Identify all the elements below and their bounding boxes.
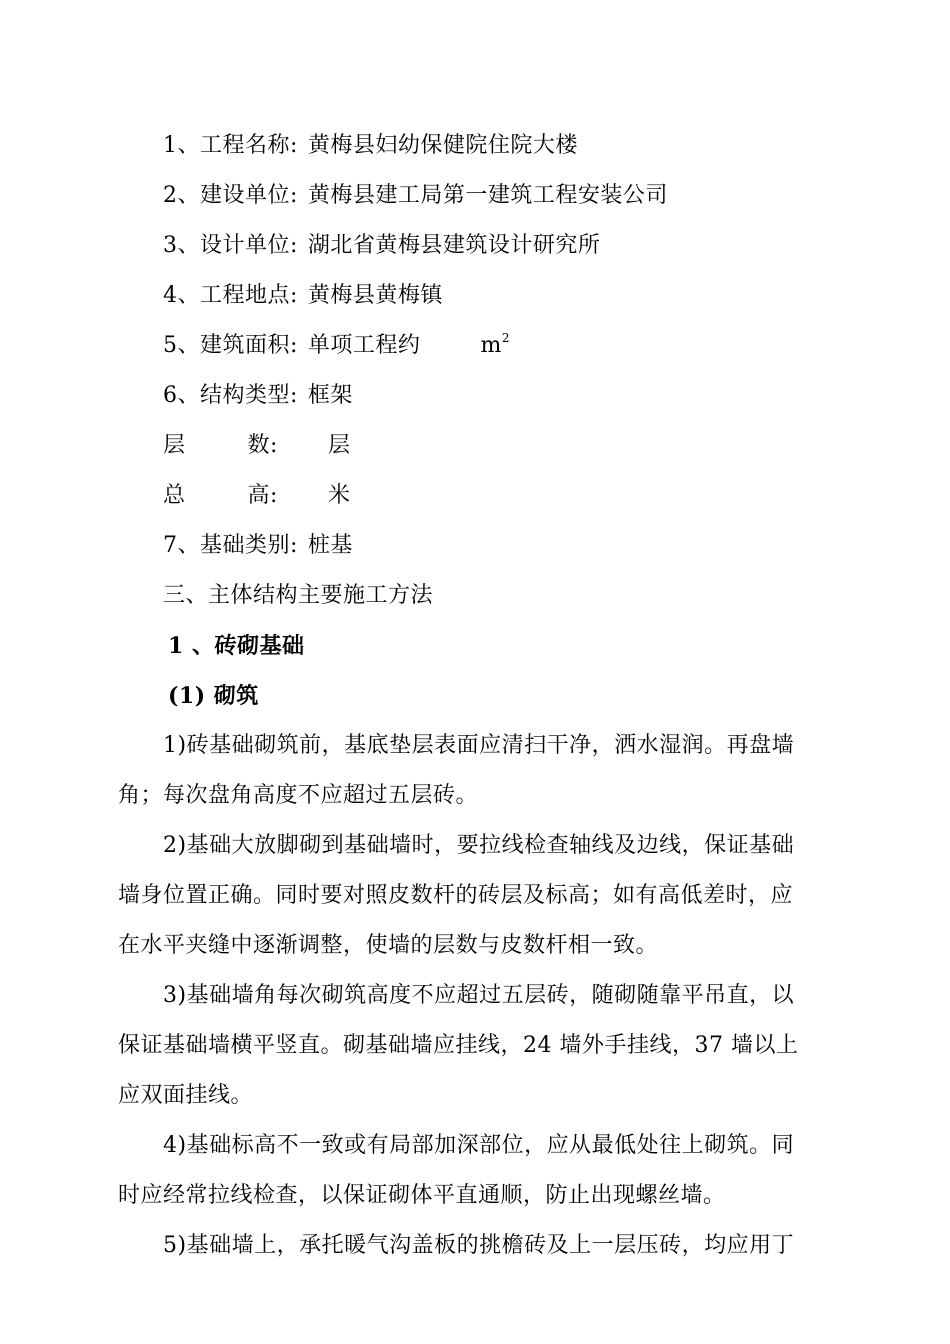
info-item-label: 工程名称:	[200, 133, 298, 158]
paragraph-5-line-1: 5)基础墙上，承托暖气沟盖板的挑檐砖及上一层压砖，均应用丁	[163, 1233, 795, 1258]
paragraph-2-line-1: 2)基础大放脚砌到基础墙时，要拉线检查轴线及边线，保证基础	[163, 833, 795, 858]
info-item-number: 3、	[163, 233, 200, 258]
info-item-label: 基础类别:	[200, 533, 298, 558]
paragraph-2-line-2: 墙身位置正确。同时要对照皮数杆的砖层及标高；如有高低差时，应	[118, 883, 794, 908]
info-item-label: 工程地点:	[200, 283, 298, 308]
info-item-label: 设计单位:	[200, 233, 298, 258]
info-item-value: 框架	[307, 383, 353, 408]
height-label-b: 高:	[247, 483, 278, 508]
info-item-value: 黄梅县建工局第一建筑工程安装公司	[307, 183, 668, 208]
paragraph-4-line-1: 4)基础标高不一致或有局部加深部位，应从最低处往上砌筑。同	[163, 1133, 795, 1158]
info-item-value: 桩基	[307, 533, 353, 558]
paragraph-4-line-2: 时应经常拉线检查，以保证砌体平直通顺，防止出现螺丝墙。	[118, 1183, 726, 1208]
info-item-location	[163, 282, 443, 310]
info-item-builder	[163, 182, 668, 210]
info-item-project-name	[163, 132, 578, 160]
info-item-value: 单项工程约	[307, 333, 421, 358]
info-item-value: 黄梅县妇幼保健院住院大楼	[307, 133, 578, 158]
info-item-area	[163, 332, 510, 360]
info-item-label: 建设单位:	[200, 183, 298, 208]
info-item-number: 4、	[163, 283, 200, 308]
info-item-value: 黄梅县黄梅镇	[307, 283, 443, 308]
info-item-label: 建筑面积:	[200, 333, 298, 358]
info-item-label: 结构类型:	[200, 383, 298, 408]
info-item-number: 6、	[163, 383, 200, 408]
paragraph-2-line-3: 在水平夹缝中逐渐调整，使墙的层数与皮数杆相一致。	[118, 933, 659, 958]
floors-label-a: 层	[163, 433, 186, 458]
info-item-number: 2、	[163, 183, 200, 208]
paragraph-3-line-2: 保证基础墙横平竖直。砌基础墙应挂线，24 墙外手挂线，37 墙以上	[118, 1033, 799, 1058]
subsection-title: 1 、砖砌基础	[168, 633, 305, 659]
info-item-number: 5、	[163, 333, 200, 358]
section-title: 三、主体结构主要施工方法	[163, 583, 434, 608]
info-item-designer	[163, 232, 600, 260]
paragraph-1-line-1: 1)砖基础砌筑前，基底垫层表面应清扫干净，洒水湿润。再盘墙	[163, 733, 795, 758]
area-unit-superscript: 2	[501, 331, 510, 345]
floors-value: 层	[327, 433, 351, 458]
subsubsection-title: (1) 砌筑	[168, 683, 259, 709]
height-label-a: 总	[163, 483, 186, 508]
info-item-value: 湖北省黄梅县建筑设计研究所	[307, 233, 601, 258]
info-item-foundation	[163, 532, 353, 560]
info-item-floors	[163, 432, 350, 460]
paragraph-1-line-2: 角；每次盘角高度不应超过五层砖。	[118, 783, 479, 808]
height-value: 米	[327, 483, 351, 508]
paragraph-3-line-3: 应双面挂线。	[118, 1083, 254, 1108]
info-item-number: 1、	[163, 133, 200, 158]
paragraph-3-line-1: 3)基础墙角每次砌筑高度不应超过五层砖，随砌随靠平吊直，以	[163, 983, 795, 1008]
info-item-structure	[163, 382, 353, 410]
area-unit: m	[480, 333, 502, 358]
info-item-number: 7、	[163, 533, 200, 558]
floors-label-b: 数:	[247, 433, 278, 458]
info-item-height	[163, 482, 350, 510]
